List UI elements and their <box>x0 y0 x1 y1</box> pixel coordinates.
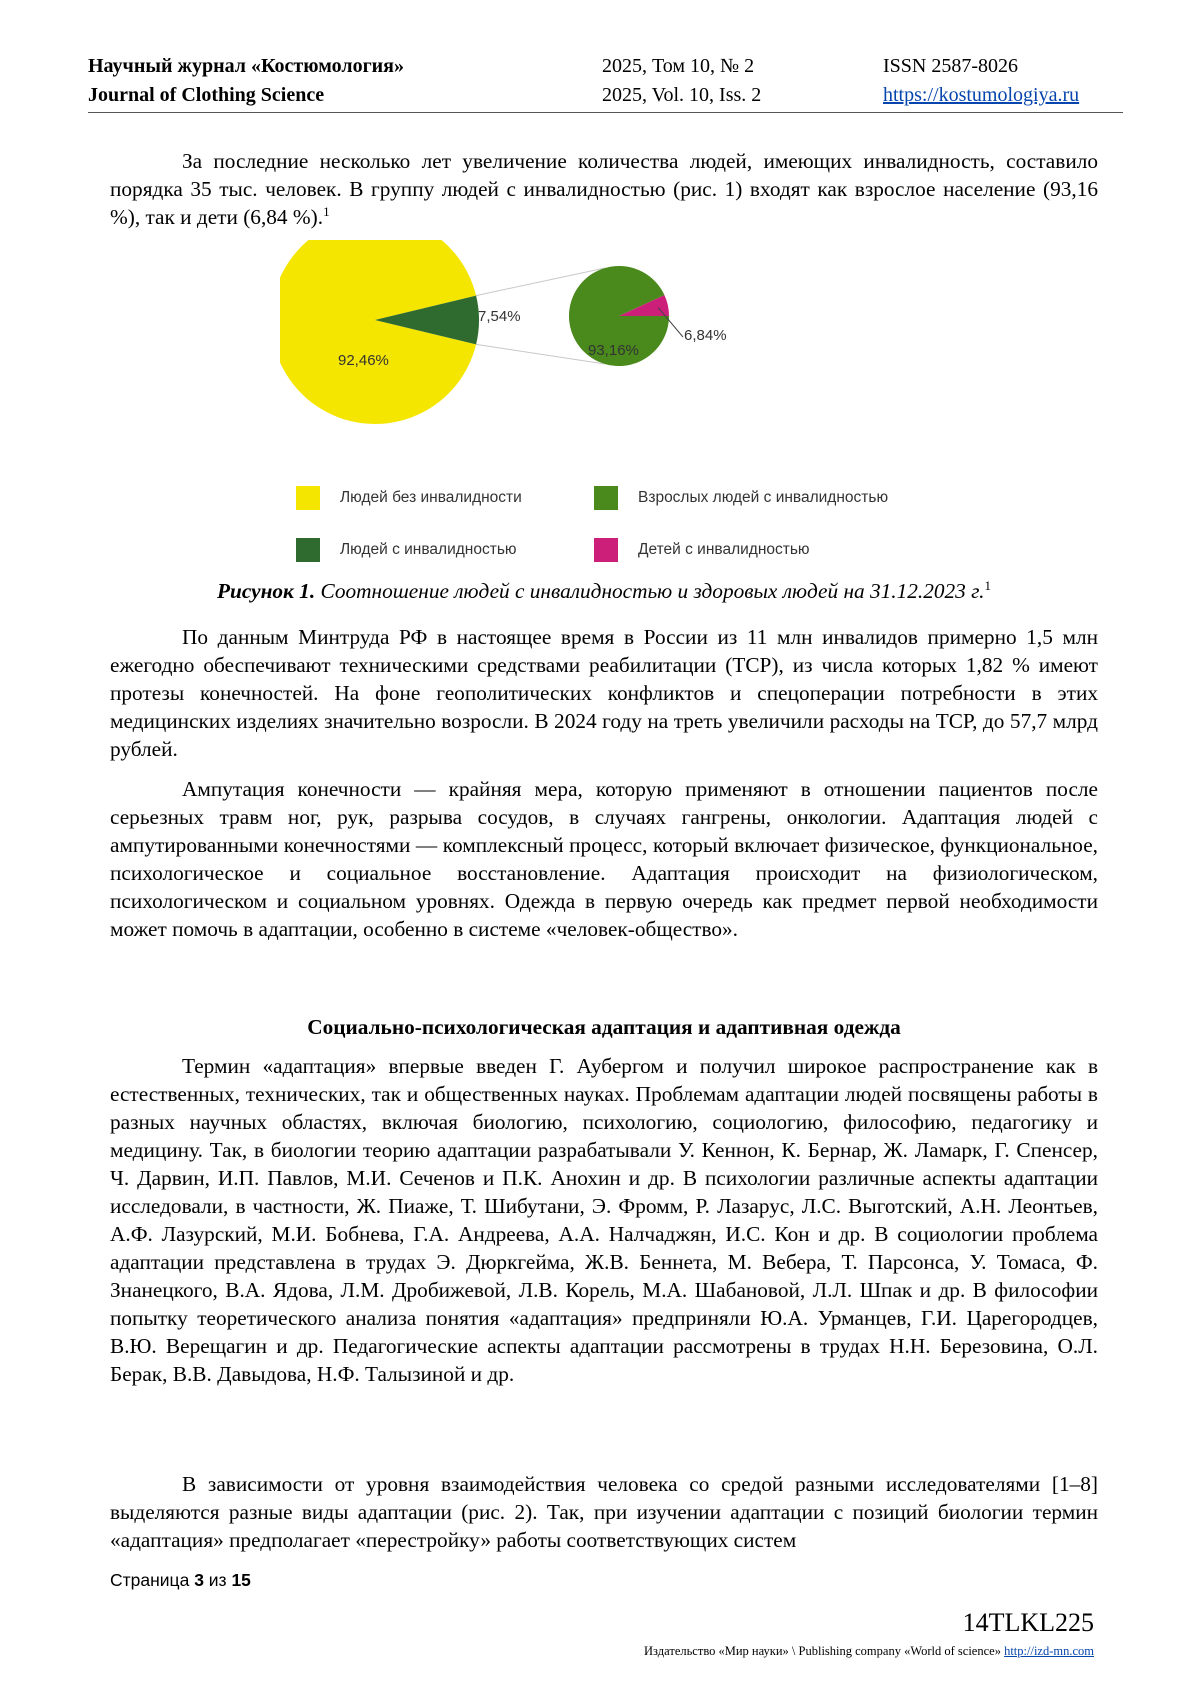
paragraph-5 <box>110 1470 1098 1554</box>
legend-item-with-disability <box>296 538 517 562</box>
legend-label: Людей без инвалидности <box>340 489 522 506</box>
legend-label: Детей с инвалидностью <box>638 541 810 558</box>
publisher-link[interactable]: http://izd-mn.com <box>1004 1644 1094 1658</box>
page-prefix: Страница <box>110 1570 195 1590</box>
paragraph-3 <box>110 775 1098 943</box>
issue-en: 2025, Vol. 10, Iss. 2 <box>602 84 762 106</box>
journal-title-en: Journal of Clothing Science <box>88 84 325 106</box>
legend-swatch-yellow <box>296 486 320 510</box>
paragraph-2 <box>110 623 1098 763</box>
paragraph-4-text: Термин «адаптация» впервые введен Г. Аубергом и получил широкое распространение как в естественных, технических, так и общественных науках. Проблемам адаптации людей посвящены работы в разных научных областях, включая биологию, психологию, социологию, философию, педагогику и медицину. Так, в биологии теорию адаптации разрабатывали У. Кеннон, К. Бернар, Ж. Ламарк, Г. Спенсер, Ч. Дарвин, И.П. Павлов, М.И. Сеченов и П.К. Анохин и др. В психологии различные аспекты адаптации исследовали, в частности, Ж. Пиаже, Т. Шибутани, Э. Фромм, Р. Лазарус, Л.С. Выготский, А.Н. Леонтьев, А.Ф. Лазурский, М.И. Бобнева, Г.А. Андреева, А.А. Налчаджян, И.С. Кон и др. В социологии проблема адаптации представлена в трудах Э. Дюркгейма, Ж.В. Беннета, М. Вебера, Т. Парсонса, У. Томаса, Ф. Знанецкого, В.А. Ядова, Л.М. Дробижевой, Л.В. Корель, М.А. Шабановой, Л.Л. Шпак и др. В философии попытку теоретического анализа понятия «адаптация» предприняли Ю.А. Урманцев, Г.И. Царегородцев, В.Ю. Верещагин и др. Педагогические аспекты адаптации рассмотрены в трудах Н.Н. Березовина, О.Л. Берак, В.В. Давыдова, Н.Ф. Талызиной и др. <box>110 1054 1098 1386</box>
journal-title-ru: Научный журнал «Костюмология» <box>88 55 404 77</box>
paragraph-5-text: В зависимости от уровня взаимодействия человека со средой разными исследователями [1–8] выделяются разные виды адаптации (рис. 2). Так, при изучении адаптации с позиций биологии термин «адаптация» предполагает «перестройку» работы соответствующих систем <box>110 1472 1098 1552</box>
journal-title <box>88 52 404 110</box>
issue-ru: 2025, Том 10, № 2 <box>602 55 755 77</box>
issue-info <box>602 52 761 110</box>
figure-1-caption <box>110 577 1098 605</box>
page-number <box>110 1570 251 1591</box>
issn: ISSN 2587-8026 <box>883 55 1019 77</box>
paragraph-4 <box>110 1052 1098 1388</box>
data-label-with-disability: 7,54% <box>478 308 521 325</box>
legend-swatch-magenta <box>594 538 618 562</box>
legend-item-children <box>594 538 810 562</box>
issn-block <box>883 52 1079 110</box>
data-label-adults: 93,16% <box>588 342 639 359</box>
paragraph-1-text: За последние несколько лет увеличение количества людей, имеющих инвалидность, составило порядка 35 тыс. человек. В группу людей с инвалидностью (рис. 1) входят как взрослое население (93,16 %), так и дети (6,84 %). <box>110 149 1098 229</box>
legend-swatch-green <box>594 486 618 510</box>
data-label-children: 6,84% <box>684 327 727 344</box>
section-heading: Социально-психологическая адаптация и адаптивная одежда <box>307 1015 901 1039</box>
publisher-line <box>644 1644 1094 1659</box>
caption-footnote-ref[interactable]: 1 <box>984 577 992 593</box>
legend-swatch-dark-green <box>296 538 320 562</box>
page-header <box>88 52 1123 113</box>
footnote-ref[interactable]: 1 <box>323 203 330 219</box>
legend-item-no-disability <box>296 486 522 510</box>
legend-item-adults <box>594 486 888 510</box>
legend-label: Взрослых людей с инвалидностью <box>638 489 889 506</box>
page-mid: из <box>203 1570 232 1590</box>
caption-label: Рисунок 1. <box>216 579 316 603</box>
paragraph-3-text: Ампутация конечности — крайняя мера, которую применяют в отношении пациентов после серьезных травм ног, рук, разрыва сосудов, в случаях гангрены, онкологии. Адаптация людей с ампутированными конечностями — комплексный процесс, который включает физическое, функциональное, психологическое и социальное восстановление. Адаптация происходит на физиологическом, психологическом и социальном уровнях. Одежда в первую очередь как предмет первой необходимости может помочь в адаптации, особенно в системе «человек-общество». <box>110 777 1098 941</box>
page-current: 3 <box>194 1570 204 1590</box>
publisher-text: Издательство «Мир науки» \ Publishing company «World of science» <box>644 1644 1005 1658</box>
data-label-no-disability: 92,46% <box>338 352 389 369</box>
article-code: 14TLKL225 <box>962 1608 1094 1637</box>
caption-text: Соотношение людей с инвалидностью и здоровых людей на 31.12.2023 г. <box>315 579 985 603</box>
journal-link[interactable]: https://kostumologiya.ru <box>883 84 1080 106</box>
page-total: 15 <box>231 1570 251 1590</box>
legend-label: Людей с инвалидностью <box>340 541 517 558</box>
chart-legend <box>296 486 996 566</box>
paragraph-1 <box>110 147 1098 231</box>
paragraph-2-text: По данным Минтруда РФ в настоящее время в России из 11 млн инвалидов примерно 1,5 млн ежегодно обеспечивают техническими средствами реабилитации (ТСР), из числа которых 1,82 % имеют протезы конечностей. На фоне геополитических конфликтов и спецоперации потребности в этих медицинских изделиях значительно возросли. В 2024 году на треть увеличили расходы на ТСР, до 57,7 млрд рублей. <box>110 625 1098 761</box>
